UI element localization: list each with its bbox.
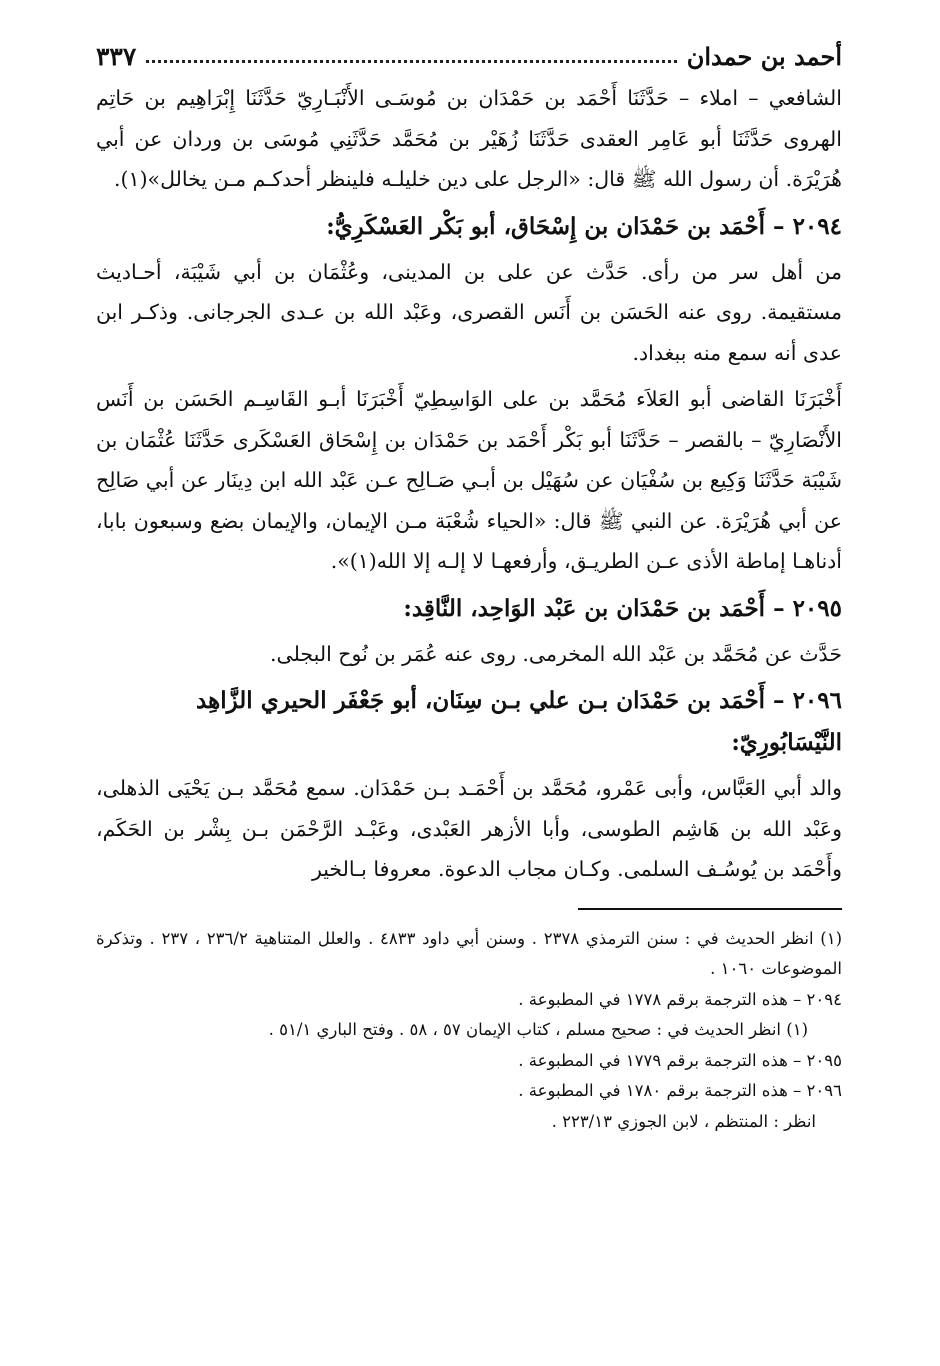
- entry-paragraph: والد أبي العَبَّاس، وأبى عَمْرو، مُحَمَّد بن أَحْمَـد بـن حَمْدَان. سمع مُحَمَّد بـن يَحْيَى الذهلى، وعَبْد الله بن هَاشِم الطوسى، وأبا الأزهر العَبْدى، وعَبْـد الرَّحْمَن بـن بِشْر بن الحَكَم، وأَحْمَد بن يُوسُـف السلمى. وكـان مجاب الدعوة. معروفا بـالخير: [96, 776, 842, 881]
- entry-paragraph: من أهل سر من رأى. حَدَّث عن على بن المدينى، وعُثْمَان بن أبي شَيْبَة، أحـاديث مستقيمة. روى عنه الحَسَن بن أَنَس القصرى، وعَبْد الله بن عـدى الجرجانى. وذكـر ابن عدى أنه سمع منه ببغداد.: [96, 259, 842, 365]
- page-header: [96, 34, 842, 78]
- footnote: (١) انظر الحديث في : سنن الترمذي ٢٣٧٨ . وسنن أبي داود ٤٨٣٣ . والعلل المتناهية ٢٣٦/٢ ، ٢٣٧ . وتذكرة الموضوعات ١٠٦٠ .: [96, 928, 843, 978]
- entry-paragraph: حَدَّث عن مُحَمَّد بن عَبْد الله المخرمى. روى عنه عُمَر بن نُوح البجلى.: [270, 641, 842, 666]
- footnote: انظر : المنتظم ، لابن الجوزي ٢٢٣/١٣ .: [551, 1111, 816, 1131]
- entry-2094: [96, 206, 842, 582]
- page-number: ٣٣٧: [96, 41, 137, 71]
- footnote: ٢٠٩٤ – هذه الترجمة برقم ١٧٧٨ في المطبوعة .: [518, 989, 842, 1009]
- footnotes: [96, 924, 842, 1138]
- entry-heading: ٢٠٩٤ – أَحْمَد بن حَمْدَان بن إِسْحَاق، أبو بَكْر العَسْكَرِيُّ:: [326, 212, 842, 240]
- entry-paragraph: أَخْبَرَنَا القاضى أبو العَلاَء مُحَمَّد بن على الوَاسِطِيّ أَخْبَرَنَا أبـو القَاسِـم الحَسَن بن أَنَس الأَنْصَارِيّ – بالقصر – حَدَّثَنَا أبو بَكْر أَحْمَد بن حَمْدَان بن إِسْحَاق العَسْكَرى حَدَّثَنَا عُثْمَان بن شَيْبَة حَدَّثَنَا وَكِيع بن سُفْيَان عن سُهَيْل بن أبـي صَـالِح عـن عَبْد الله ابن دِينَار عن أبي صَالِح عن أبي هُرَيْرَة. عن النبي ﷺ قال: «الحياء شُعْبَة مـن الإيمان، والإيمان بضع وسبعون بابا، أدناهـا إماطة الأذى عـن الطريـق، وأرفعهـا لا إلـه إلا الله(١)».: [96, 387, 842, 573]
- entry-heading: ٢٠٩٥ – أَحْمَد بن حَمْدَان بن عَبْد الوَاحِد، النَّاقِد:: [403, 594, 842, 622]
- opening-paragraph: الشافعي – املاء – حَدَّثَنَا أَحْمَد بن حَمْدَان بن مُوسَـى الأَنْبَـارِيّ حَدَّثَنَا إِبْرَاهِيم بن حَاتِم الهروى حَدَّثَنَا أبو عَامِر العقدى حَدَّثَنَا زُهَيْر بن مُحَمَّد حَدَّثَنِي مُوسَى بن وردان عن أبي هُرَيْرَة. أن رسول الله ﷺ قال: «الرجل على دين خليلـه فلينظر أحدكـم مـن يخالل»(١).: [96, 86, 842, 191]
- footnote-separator: [578, 908, 842, 910]
- header-leader-dots: [146, 60, 676, 63]
- footnote: (١) انظر الحديث في : صحيح مسلم ، كتاب الإيمان ٥٧ ، ٥٨ . وفتح الباري ٥١/١ .: [268, 1020, 808, 1039]
- footnote: ٢٠٩٦ – هذه الترجمة برقم ١٧٨٠ في المطبوعة .: [518, 1081, 842, 1100]
- entry-2095: [96, 588, 842, 675]
- running-title: أحمد بن حمدان: [686, 41, 842, 71]
- footnote: ٢٠٩٥ – هذه الترجمة برقم ١٧٧٩ في المطبوعة .: [518, 1050, 842, 1070]
- entry-2096: [96, 680, 842, 890]
- entry-heading: ٢٠٩٦ – أَحْمَد بن حَمْدَان بـن علي بـن سِنَان، أبو جَعْفَر الحيري الزَّاهِد النَّيْسَابُورِيّ:: [196, 687, 842, 756]
